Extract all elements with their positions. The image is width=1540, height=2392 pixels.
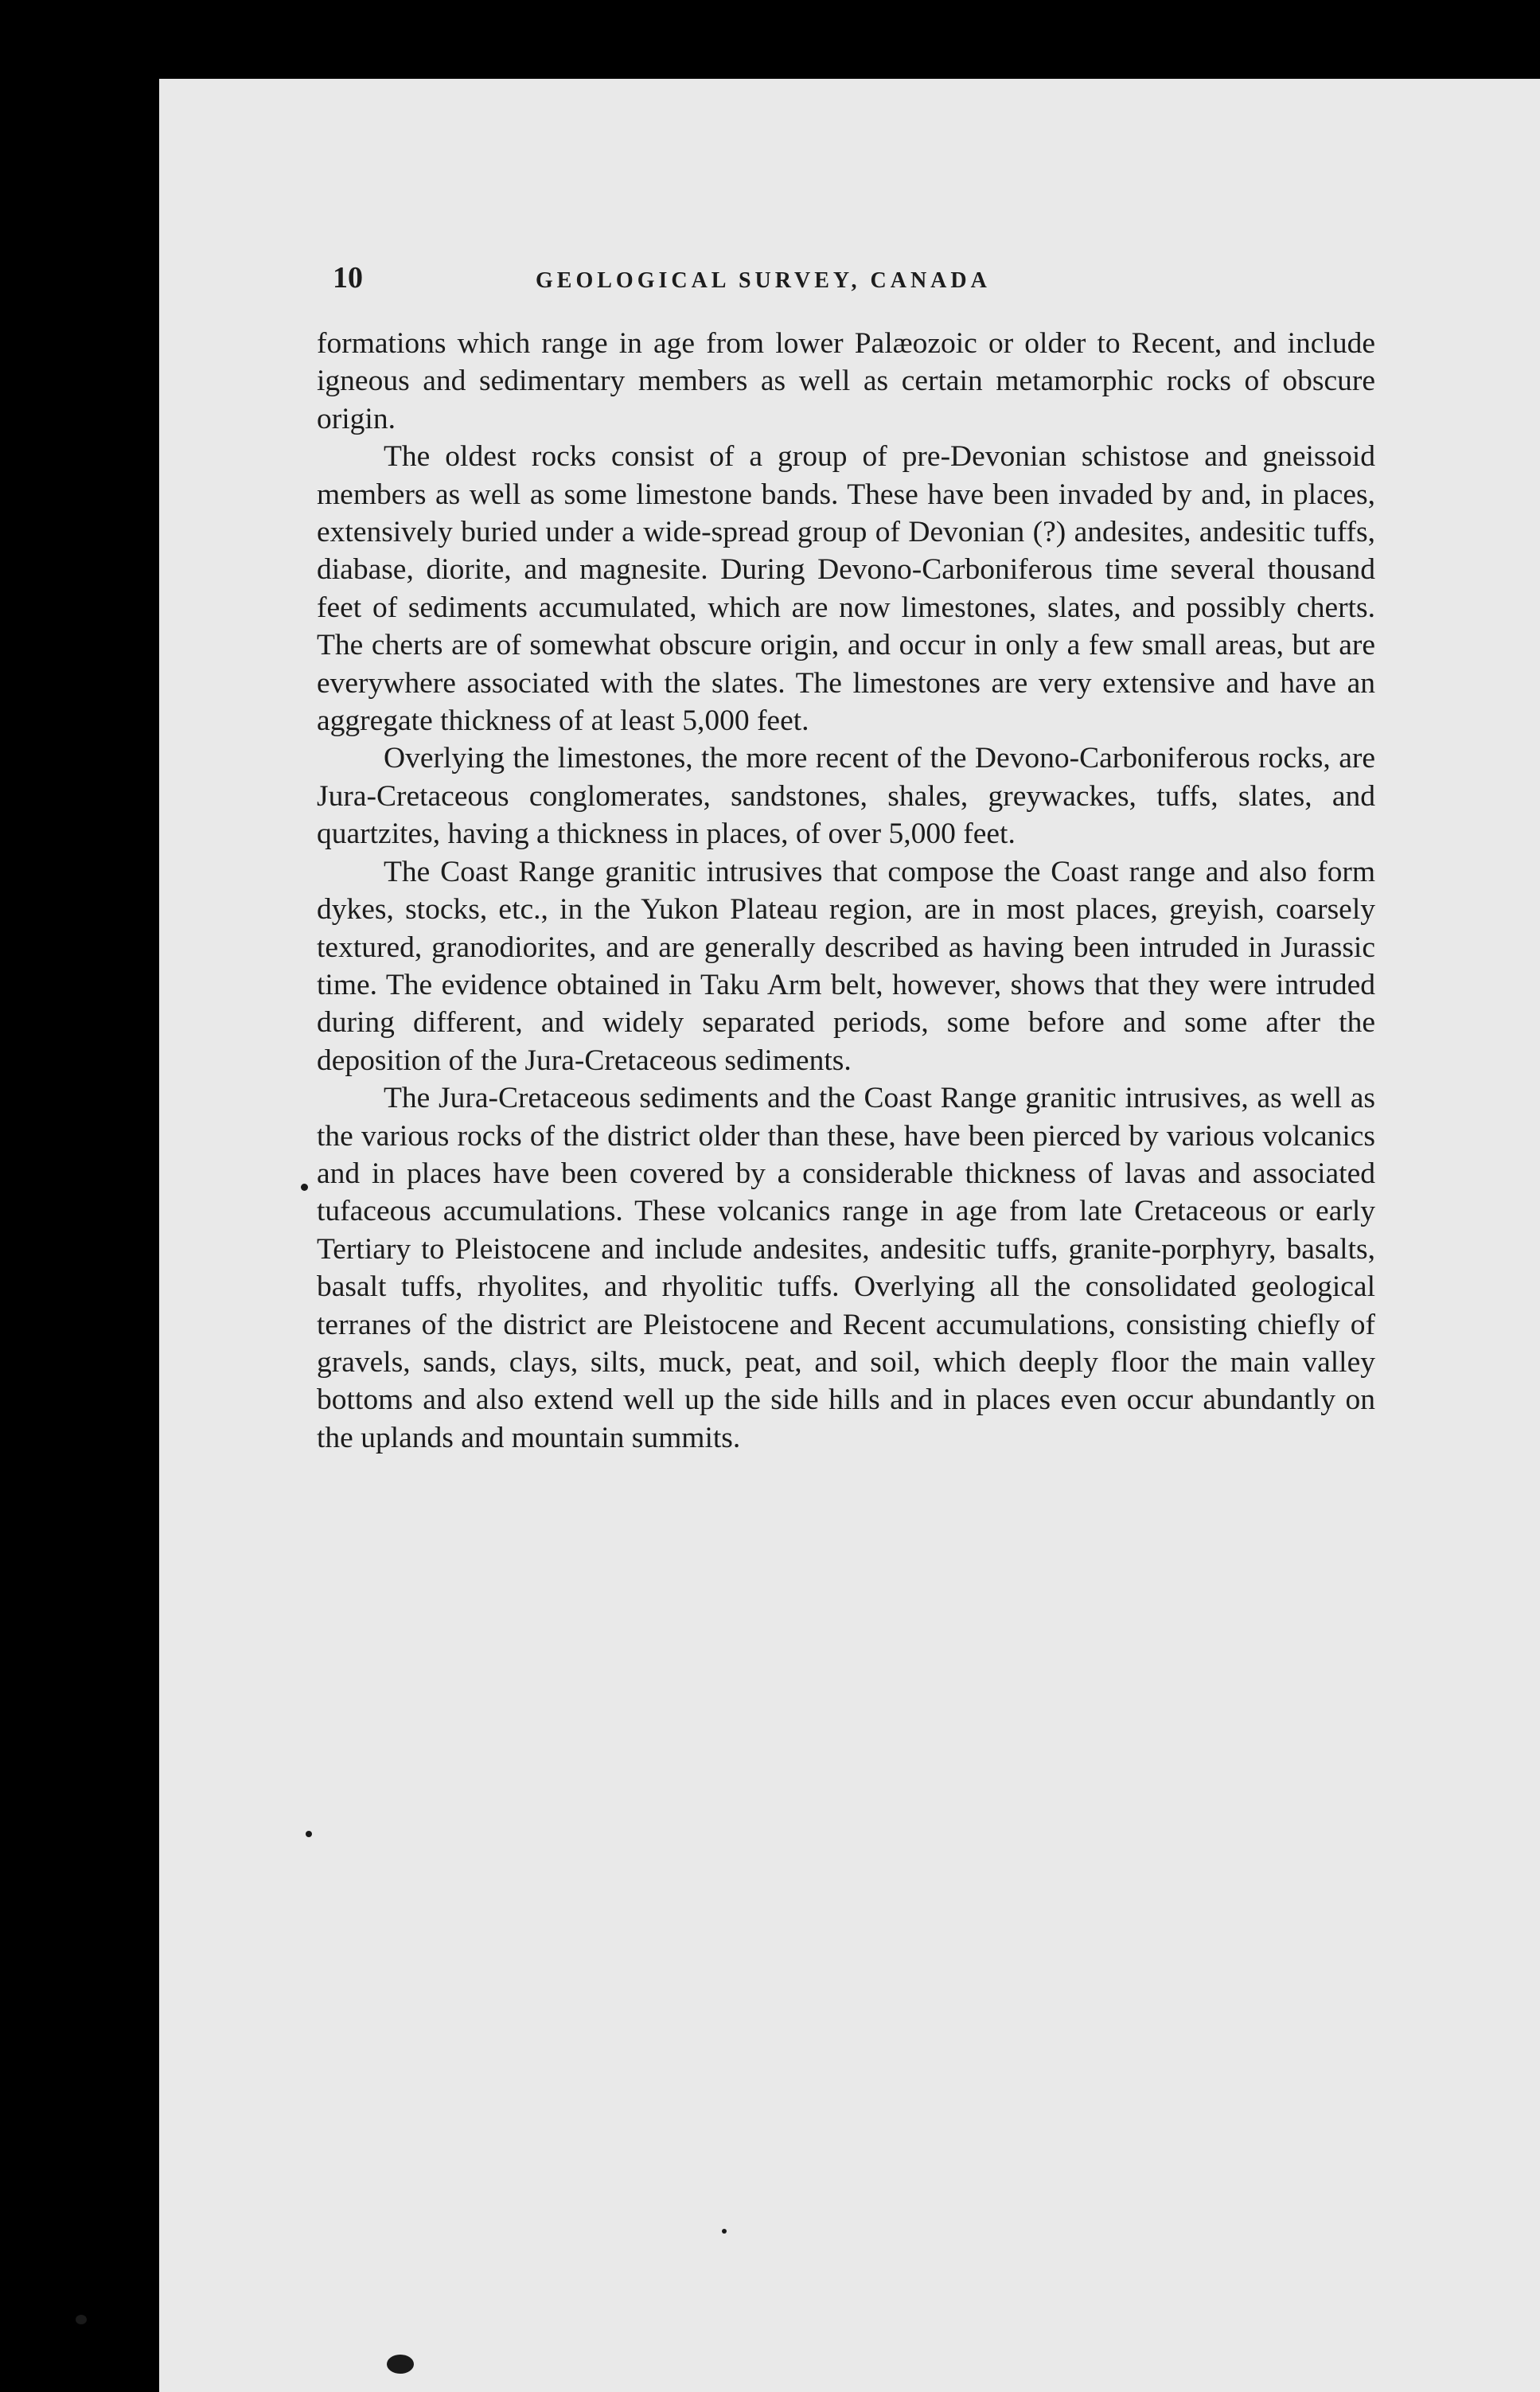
paragraph-2: The oldest rocks consist of a group of pre-Devonian schistose and gneissoid members as well as some limestone bands. These have been invaded by and, in places, extensively buried under a wide-spread group of Devonian (?) andesites, andesitic tuffs, diabase, diorite, and magnesite. During Devono-Carboniferous time several thousand feet of sediments accumulated, which are now limestones, slates, and possibly cherts. The cherts are of somewhat obscure origin, and occur in only a few small areas, but are everywhere associated with the slates. The limestones are very extensive and have an aggregate thickness of at least 5,000 feet.: [317, 440, 1375, 738]
scan-speck: [76, 2315, 87, 2324]
paragraph-3: Overlying the limestones, the more recent of the Devono-Carboniferous rocks, are Jura-Cretaceous conglomerates, sandstones, shales, greywackes, tuffs, slates, and quartzites, having a thickness in places, of over 5,000 feet.: [317, 742, 1375, 851]
scan-speck: [306, 1831, 312, 1837]
scan-speck: [387, 2355, 414, 2374]
scan-speck: [722, 2229, 727, 2234]
page-header: [333, 260, 1391, 308]
paragraph-5: The Jura-Cretaceous sediments and the Coast Range granitic intrusives, as well as the various rocks of the district older than these, have been pierced by various volcanics and in places have been covered by a considerable thickness of lavas and associated tufaceous accumulations. These volcanics range in age from late Cretaceous or early Tertiary to Pleistocene and include andesites, andesitic tuffs, granite-porphyry, basalts, basalt tuffs, rhyolites, and rhyolitic tuffs. Overlying all the consolidated geological terranes of the district are Pleistocene and Recent accumulations, consisting chiefly of gravels, sands, clays, silts, muck, peat, and soil, which deeply floor the main valley bottoms and also extend well up the side hills and in places even occur abundantly on the uplands and mountain summits.: [317, 1082, 1375, 1454]
running-head: GEOLOGICAL SURVEY, CANADA: [536, 268, 991, 293]
paragraph-1: formations which range in age from lower Palæozoic or older to Recent, and include igneous and sedimentary members as well as certain metamorphic rocks of obscure origin.: [317, 327, 1375, 435]
scan-speck: [301, 1184, 308, 1191]
body-text: [317, 325, 1375, 1457]
page-number: 10: [333, 261, 363, 295]
paragraph-4: The Coast Range granitic intrusives that compose the Coast range and also form dykes, stocks, etc., in the Yukon Plateau region, are in most places, greyish, coarsely textured, granodiorites, and are generally described as having been intruded in Jurassic time. The evidence obtained in Taku Arm belt, however, shows that they were intruded during different, and widely separated periods, some before and some after the deposition of the Jura-Cretaceous sediments.: [317, 855, 1375, 1077]
